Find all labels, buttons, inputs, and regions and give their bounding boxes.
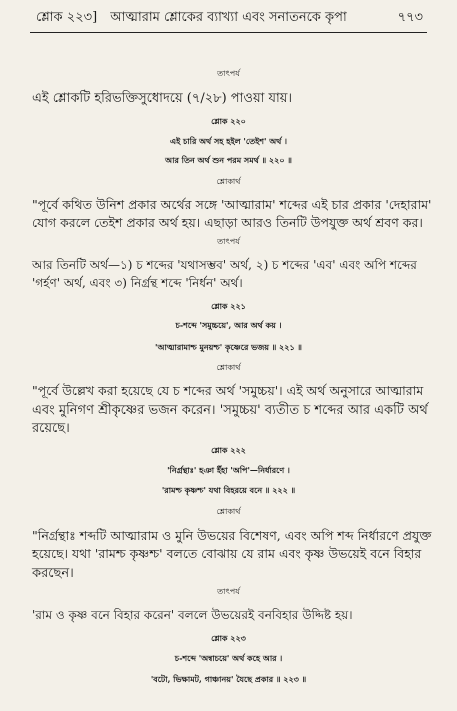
verse-line: 'আত্মারামাশ্চ মুনয়শ্চ' কৃষ্ণেরে ভজয় ॥ ২২১ ॥ — [155, 342, 302, 352]
paragraph-line: 'রাম ও কৃষ্ণ বনে বিহার করেন' বললে উভয়েরই বনবিহার উদ্দিষ্ট হয়। — [32, 608, 353, 622]
verse-number-heading: শ্লোক ২২৩ — [211, 633, 246, 643]
paragraph-line: হয়েছে। যথা 'রামশ্চ কৃষ্ণশ্চ' বলতে বোঝায় যে রাম এবং কৃষ্ণ উভয়েই বনে বিহার — [32, 546, 422, 561]
paragraph-line: "পূর্বে কথিত উনিশ প্রকার অর্থের সঙ্গে 'আত্মারাম' শব্দের এই চার প্রকার 'দেহারাম' — [32, 197, 432, 212]
paragraph-line: 'গর্হণ' অর্থ, এবং ৩) নির্গ্রন্থ শব্দে 'নির্ধন' অর্থ। — [32, 276, 243, 290]
section-heading-translation: শ্লোকার্থ — [216, 177, 241, 186]
header-page-number: ৭৭৩ — [397, 10, 423, 25]
section-heading-translation: শ্লোকার্থ — [216, 363, 241, 372]
verse-number-heading: শ্লোক ২২০ — [211, 116, 246, 126]
header-chapter-title: আত্মারাম শ্লোকের ব্যাখ্যা এবং সনাতনকে কৃপা — [110, 10, 347, 25]
verse-line: 'নির্গ্রন্থাঃ' হঞা ইঁহা 'অপি'—নির্ধারণে । — [167, 465, 290, 475]
verse-line: 'রামশ্চ কৃষ্ণশ্চ' যথা বিহরয়ে বনে ॥ ২২২ ॥ — [161, 485, 296, 495]
verse-line: আর তিন অর্থ শুন পরম সমর্থ ॥ ২২০ ॥ — [165, 155, 292, 165]
paragraph-line: "পূর্বে উল্লেখ করা হয়েছে যে চ শব্দের অর্থ 'সমুচ্চয়'। এই অর্থ অনুসারে আত্মারাম — [32, 383, 424, 398]
section-heading-purport: তাৎপর্য — [217, 587, 240, 596]
verse-line: চ-শব্দে 'অন্বাচয়ে' অর্থ কহে আর । — [174, 653, 283, 663]
verse-line: 'বটো, ভিক্ষামট, গাঞ্চানয়' যৈছে প্রকার ॥ ২২৩ ॥ — [150, 674, 307, 684]
verse-number-heading: শ্লোক ২২২ — [211, 445, 246, 455]
paragraph-line: এবং মুনিগণ শ্রীকৃষ্ণের ভজন করেন। 'সমুচ্চয়' ব্যতীত চ শব্দের আর একটি অর্থ — [32, 403, 428, 418]
verse-line: এই চারি অর্থ সহ হইল 'তেইশ' অর্থ । — [169, 136, 287, 146]
verse-number-heading: শ্লোক ২২১ — [211, 301, 246, 311]
paragraph-line: করছেন। — [32, 566, 74, 581]
paragraph-line: এই শ্লোকটি হরিভক্তিসুধোদয়ে (৭/২৮) পাওয়া যায়। — [32, 91, 293, 106]
header-rule — [30, 32, 427, 33]
section-heading-purport: তাৎপর্য — [217, 237, 240, 246]
header-verse-ref: শ্লোক ২২৩] — [36, 10, 98, 25]
verse-line: চ-শব্দে 'সমুচ্চয়ে', আর অর্থ কয় । — [175, 320, 282, 330]
running-header — [0, 8, 457, 30]
paragraph-line: "নির্গ্রন্থাঃ শব্দটি আত্মারাম ও মুনি উভয়ের বিশেষণ, এবং অপি শব্দ নির্ধারণে প্রযুক্ত — [32, 528, 432, 543]
paragraph-line: আর তিনটি অর্থ—১) চ শব্দের 'যথাসম্ভব' অর্থ, ২) চ শব্দের 'এব' এবং অপি শব্দের — [32, 258, 417, 272]
section-heading-purport: তাৎপর্য — [217, 69, 240, 78]
paragraph-line: রয়েছে। — [32, 421, 70, 436]
section-heading-translation: শ্লোকার্থ — [216, 507, 241, 516]
paragraph-line: যোগ করলে তেইশ প্রকার অর্থ হয়। এছাড়া আরও তিনটি উপযুক্ত অর্থ শ্রবণ কর। — [32, 215, 423, 230]
